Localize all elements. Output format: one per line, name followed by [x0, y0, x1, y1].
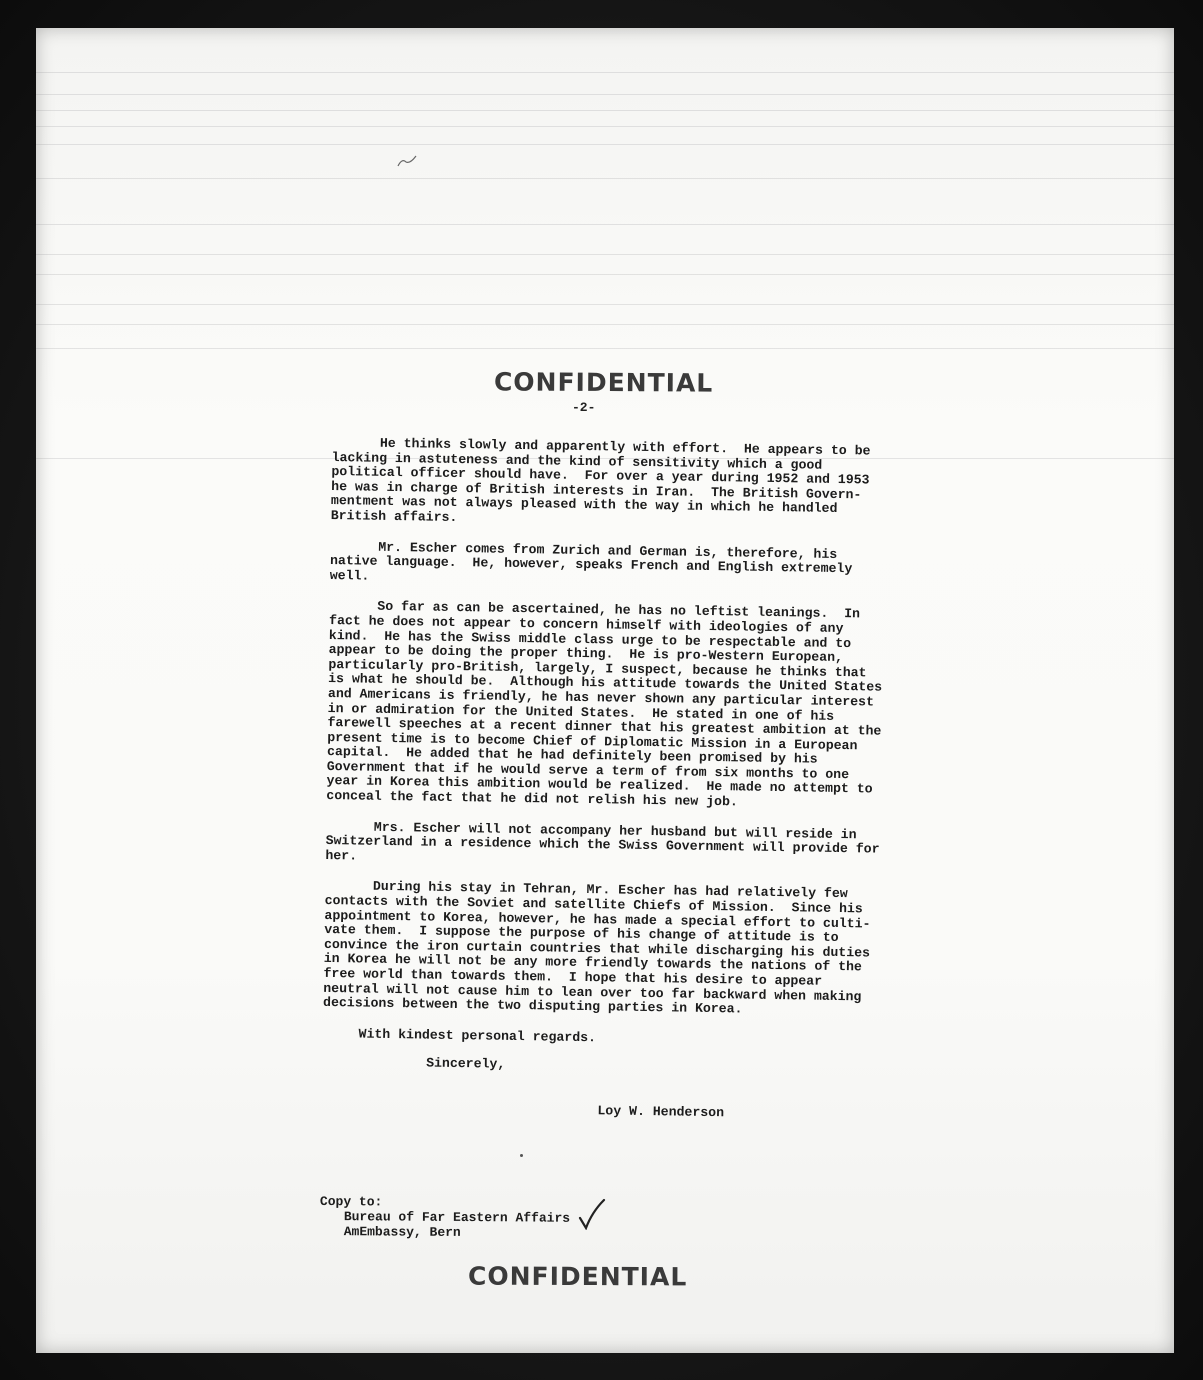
confidential-stamp-top: CONFIDENTIAL — [493, 367, 714, 398]
ruled-line — [36, 126, 1174, 127]
confidential-stamp-bottom: CONFIDENTIAL — [467, 1261, 688, 1292]
pen-mark-icon — [396, 152, 420, 170]
ruled-line — [36, 324, 1174, 325]
ruled-line — [36, 274, 1174, 275]
copy-recipient: Bureau of Far Eastern Affairs — [343, 1209, 571, 1226]
paragraph: During his stay in Tehran, Mr. Escher has had relatively few contacts with the Soviet and satellite Chiefs of Mission. Since his appointment to Korea, however, he has made a special effort to culti-vate them. I suppose the purpose of his change of attitude is to convince the iron curtain countries that while discharging his duties in Korea he will not be any more friendly towards the nations of the free world than towards them. I hope that his desire to appear neutral will not cause him to lean over too far backward when making decisions between the two disputing parties in Korea. — [322, 879, 879, 1017]
closing-line: With kindest personal regards. — [358, 1026, 597, 1046]
stray-dot — [520, 1154, 523, 1157]
ruled-line — [36, 348, 1174, 349]
letter-body — [321, 436, 892, 1153]
page-number: -2- — [572, 400, 596, 415]
sincerely-line: Sincerely, — [426, 1055, 506, 1073]
ruled-line — [36, 110, 1174, 111]
copy-to-block — [320, 1194, 571, 1241]
ruled-line — [36, 304, 1174, 305]
ruled-line — [36, 72, 1174, 73]
paragraph: He thinks slowly and apparently with effort. He appears to be lacking in astuteness and the kind of sensitivity which a good political officer should have. For over a year during 1952 and 1953 he was in charge of British interests in Iran. The British Govern-mentment was not always pleased with the way in which he handled British affairs. — [330, 435, 879, 525]
ruled-line — [36, 254, 1174, 255]
ruled-line — [36, 94, 1174, 95]
paragraph: Mr. Escher comes from Zurich and German is, therefore, his native language. He, however, speaks French and English extremely well. — [329, 539, 861, 584]
copy-to-label: Copy to: — [319, 1194, 383, 1210]
ruled-line — [36, 144, 1174, 145]
checkmark-icon — [578, 1198, 606, 1230]
paragraph: Mrs. Escher will not accompany her husband but will reside in Switzerland in a residence which the Swiss Government will provide for her. — [325, 819, 888, 864]
paragraph: So far as can be ascertained, he has no leftist leanings. In fact he does not appear to concern himself with ideologies of any kind. He has the Swiss middle class urge to be respectable and to appear to be doing the proper thing. He is pro-Western European, particularly pro-British, largely, I suspect, because he thinks that is what he should be. Although his attitude towards the United States and Americans is friendly, he has never shown any particular interest in or admiration for the United States. He stated in one of his farewell speeches at a recent dinner that his greatest ambition at the present time is to become Chief of Diplomatic Mission in a European capital. He added that he had definitely been promised by his Government that if he would serve a term of from six months to one year in Korea this ambition would be realized. He made no attempt to conceal the fact that he did not relish his new job. — [326, 599, 891, 810]
ruled-line — [36, 178, 1174, 179]
ruled-line — [36, 224, 1174, 225]
signature-name: Loy W. Henderson — [597, 1103, 725, 1121]
copy-recipient: AmEmbassy, Bern — [343, 1224, 461, 1240]
